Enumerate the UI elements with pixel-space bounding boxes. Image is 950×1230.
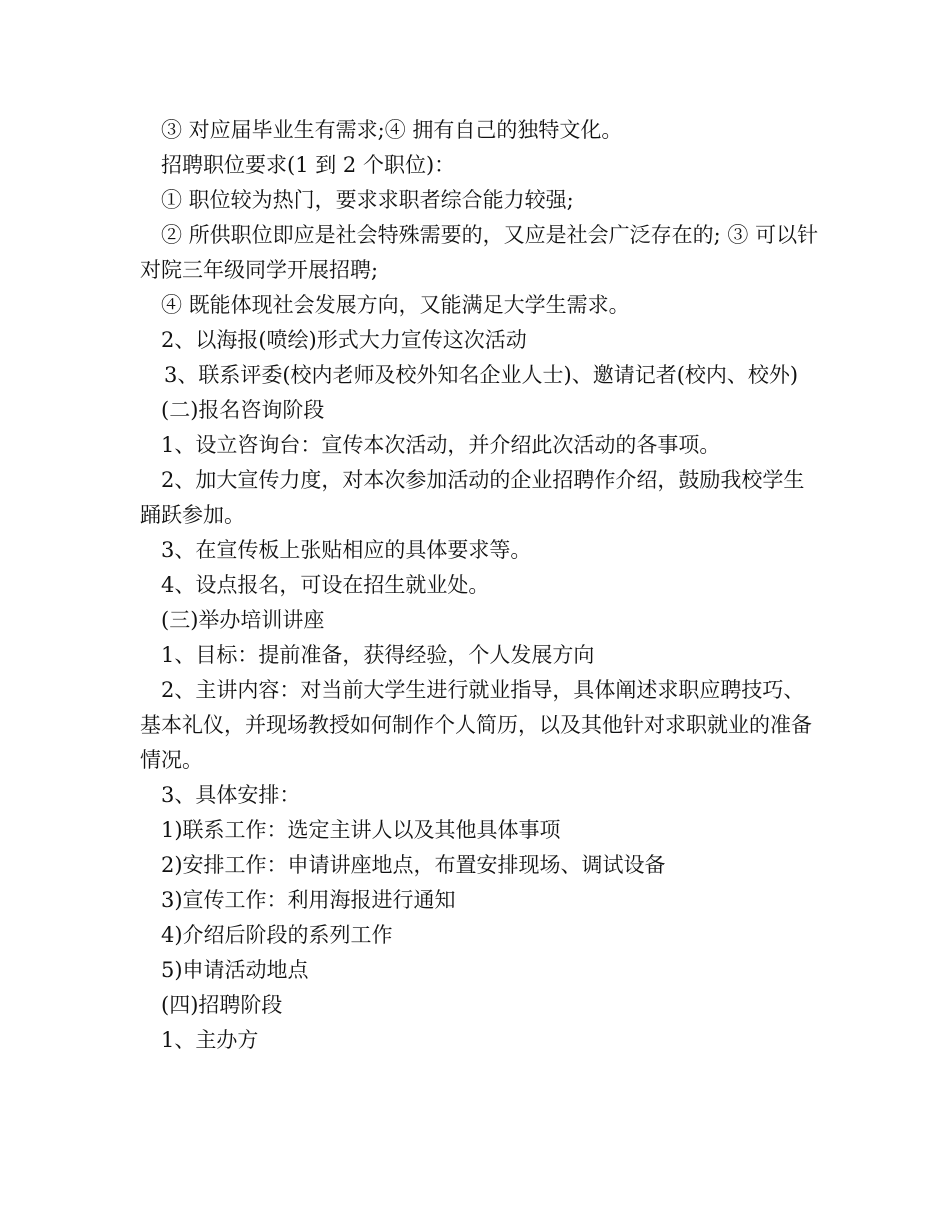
- list-item-contact-work: 1)联系工作：选定主讲人以及其他具体事项: [161, 818, 561, 842]
- list-item-venue-application: 5)申请活动地点: [161, 958, 309, 982]
- section-heading-training-lecture: (三)举办培训讲座: [161, 608, 325, 632]
- paragraph-organizer: 1、主办方: [161, 1028, 259, 1052]
- paragraph-requirements-3-4: ③ 对应届毕业生有需求;④ 拥有自己的独特文化。: [161, 118, 623, 142]
- paragraph-contact-judges: 3、联系评委(校内老师及校外知名企业人士)、邀请记者(校内、校外): [164, 363, 799, 387]
- section-heading-registration: (二)报名咨询阶段: [161, 398, 325, 422]
- section-heading-recruitment: (四)招聘阶段: [161, 993, 283, 1017]
- paragraph-arrangements-heading: 3、具体安排：: [161, 783, 301, 807]
- paragraph-poster-promotion: 2、以海报(喷绘)形式大力宣传这次活动: [161, 328, 527, 352]
- paragraph-position-requirements-heading: 招聘职位要求(1 到 2 个职位)：: [161, 153, 456, 177]
- paragraph-lecture-content: 2、主讲内容：对当前大学生进行就业指导，具体阐述求职应聘技巧、基本礼仪，并现场教授如何制作个人简历，以及其他针对求职就业的准备情况。: [140, 678, 812, 772]
- paragraph-lecture-goal: 1、目标：提前准备，获得经验，个人发展方向: [161, 643, 595, 667]
- list-item-later-stage-work: 4)介绍后阶段的系列工作: [161, 923, 393, 947]
- list-item-publicity-work: 3)宣传工作：利用海报进行通知: [161, 888, 456, 912]
- paragraph-position-requirement-1: ① 职位较为热门，要求求职者综合能力较强;: [161, 188, 574, 212]
- paragraph-position-requirement-4: ④ 既能体现社会发展方向，又能满足大学生需求。: [161, 293, 630, 317]
- paragraph-increase-promotion: 2、加大宣传力度，对本次参加活动的企业招聘作介绍，鼓励我校学生踊跃参加。: [140, 468, 805, 527]
- paragraph-consultation-desk: 1、设立咨询台：宣传本次活动，并介绍此次活动的各事项。: [161, 433, 721, 457]
- document-body: [140, 113, 820, 1058]
- paragraph-position-requirement-2-3: ② 所供职位即应是社会特殊需要的，又应是社会广泛存在的; ③ 可以针对院三年级同学开展招聘;: [140, 223, 819, 282]
- list-item-arrangement-work: 2)安排工作：申请讲座地点，布置安排现场、调试设备: [161, 853, 666, 877]
- paragraph-bulletin-board: 3、在宣传板上张贴相应的具体要求等。: [161, 538, 532, 562]
- paragraph-registration-point: 4、设点报名，可设在招生就业处。: [161, 573, 490, 597]
